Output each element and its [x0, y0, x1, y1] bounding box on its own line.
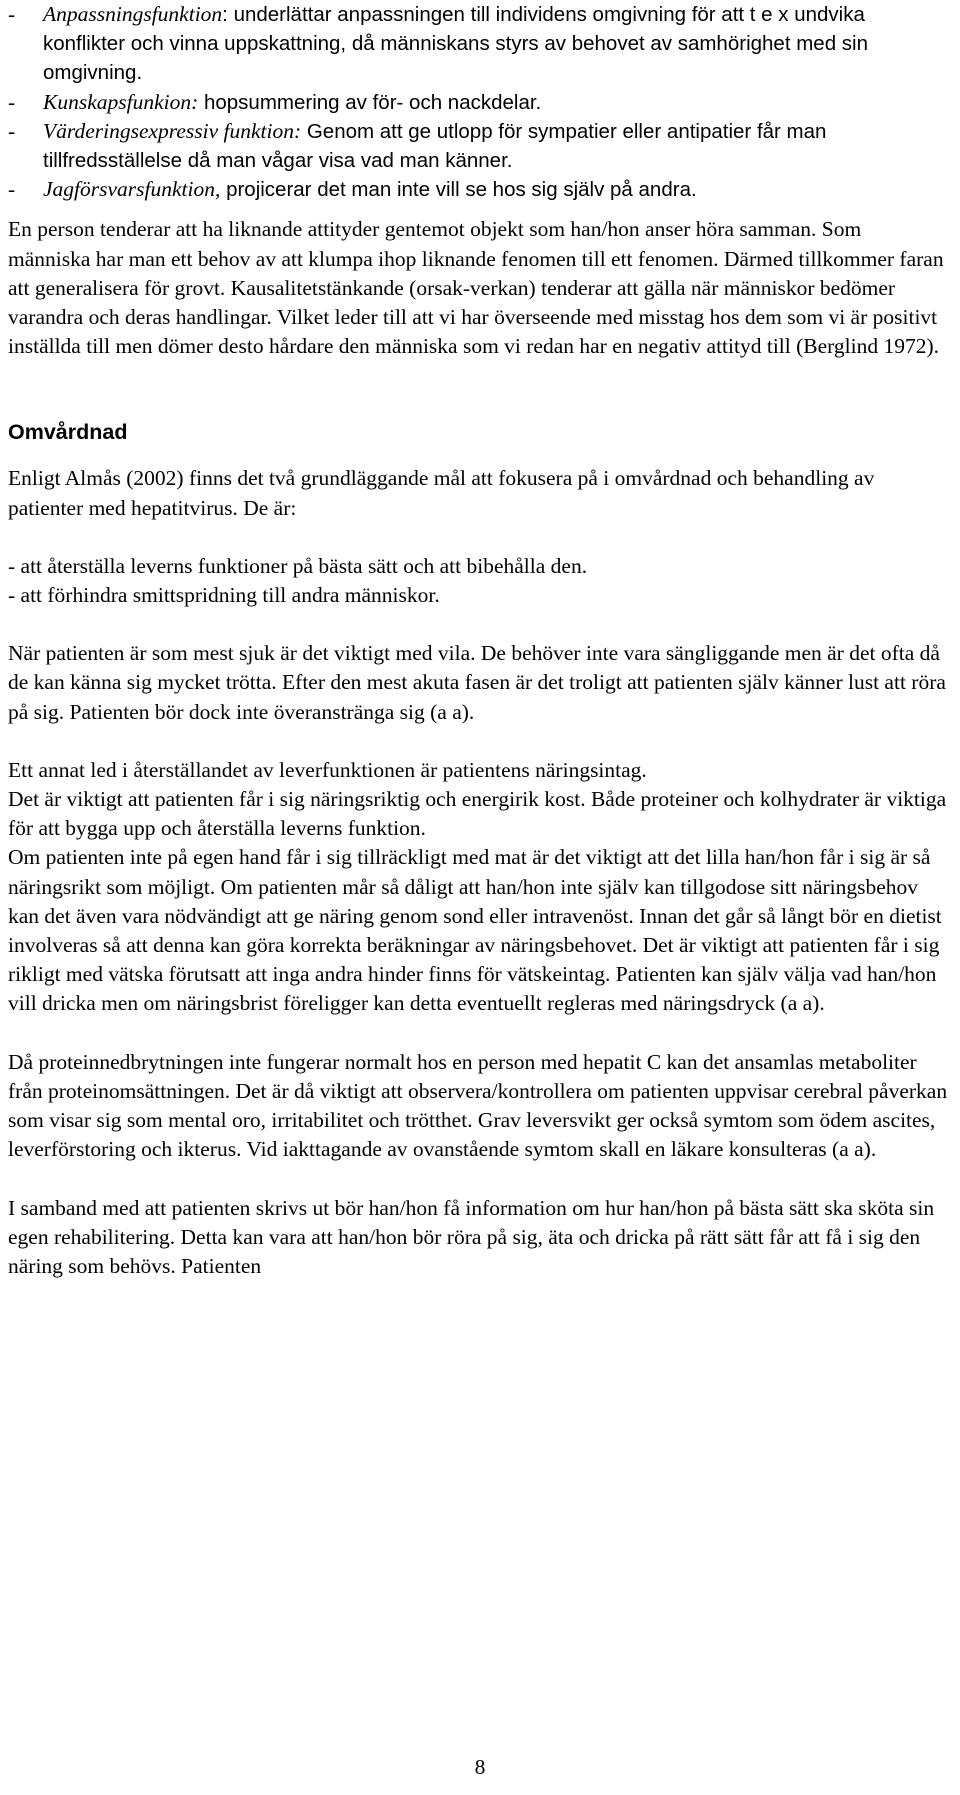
- paragraph-nutrition-line: Ett annat led i återställandet av leverfunktionen är patientens näringsintag.: [8, 757, 647, 782]
- paragraph-rest: När patienten är som mest sjuk är det viktigt med vila. De behöver inte vara sängliggande men är det ofta då de kan känna sig mycket trötta. Efter den mest akuta fasen är det troligt att patienten själv känner lust att röra på sig. Patienten bör dock inte överanstränga sig (a a).: [8, 641, 946, 724]
- goal-item: - att förhindra smittspridning till andra människor.: [8, 583, 440, 608]
- list-item-term: Kunskapsfunkion:: [43, 89, 199, 114]
- list-item-text: hopsummering av för- och nackdelar.: [198, 90, 542, 114]
- paragraph-attitudes: En person tenderar att ha liknande attityder gentemot objekt som han/hon anser höra samman. Som människa har man ett behov av att klumpa ihop liknande fenomen till ett fenomen. Därmed tillkommer faran att generalisera för grovt. Kausalitetstänkande (orsak-verkan) tenderar att gälla när människor bedömer varandra och deras handlingar. Vilket leder till att vi har överseende med misstag hos dem som vi är positivt inställda till men dömer desto hårdare den människa som vi redan har en negativ attityd till (Berglind 1972).: [8, 217, 944, 359]
- list-item-term: Värderingsexpressiv funktion:: [43, 118, 302, 143]
- list-item-text: Genom att ge utlopp för sympatier eller antipatier får man tillfredsställelse då man vågar visa vad man känner.: [43, 119, 827, 173]
- goal-item: - att återställa leverns funktioner på bästa sätt och att bibehålla den.: [8, 553, 588, 578]
- list-item: [8, 0, 948, 88]
- attitude-function-list: [8, 0, 948, 204]
- list-item-term: Anpassningsfunktion: [43, 2, 223, 26]
- list-item: [8, 175, 948, 204]
- list-dash: -: [8, 2, 16, 26]
- paragraph-goals: Enligt Almås (2002) finns det två grundläggande mål att fokusera på i omvårdnad och behandling av patienter med hepatitvirus. De är:: [8, 466, 875, 520]
- paragraph-protein: Då proteinnedbrytningen inte fungerar normalt hos en person med hepatit C kan det ansamlas metaboliter från proteinomsättningen. Det är då viktigt att observera/kontrollera om patienten uppvisar cerebral påverkan som visar sig som mental oro, irritabilitet och trötthet. Grav leversvikt ger också symtom som ödem ascites, leverförstoring och ikterus. Vid iakttagande av ovanstående symtom skall en läkare konsulteras (a a).: [8, 1049, 948, 1162]
- list-item-text: projicerar det man inte vill se hos sig själv på andra.: [220, 178, 697, 202]
- list-dash: -: [8, 177, 16, 202]
- page-number: 8: [474, 1755, 486, 1779]
- paragraph-nutrition-line: Om patienten inte på egen hand får i sig tillräckligt med mat är det viktigt att det lilla han/hon får i sig är så näringsrikt som möjligt. Om patienten mår så dåligt att han/hon inte själv kan tillgodose sitt näringsbehov kan det även vara nödvändigt att ge näring genom sond eller intravenöst. Innan det går så långt bör en dietist involveras så att denna kan göra korrekta beräkningar av näringsbehovet. Det är viktigt att patienten får i sig rikligt med vätska förutsatt att inga andra hinder finns för vätskeintag. Patienten kan själv välja vad han/hon vill dricka men om näringsbrist föreligger kan detta eventuellt regleras med näringsdryck (a a).: [8, 845, 942, 1016]
- list-dash: -: [8, 118, 16, 143]
- paragraph-discharge: I samband med att patienten skrivs ut bör han/hon få information om hur han/hon på bästa sätt ska sköta sin egen rehabilitering. Detta kan vara att han/hon bör röra på sig, äta och dricka på rätt sätt får att få i sig den näring som behövs. Patienten: [8, 1195, 935, 1278]
- paragraph-nutrition-line: Det är viktigt att patienten får i sig näringsriktig och energirik kost. Både proteiner och kolhydrater är viktiga för att bygga upp och återställa leverns funktion.: [8, 787, 947, 841]
- list-item-separator: :: [222, 3, 228, 26]
- list-item-text: underlättar anpassningen till individens omgivning för att t e x undvika konflikter och vinna uppskattning, då människans styrs av behovet av samhörighet med sin omgivning.: [43, 3, 868, 85]
- page-content: [8, 0, 948, 1281]
- list-item: [8, 117, 948, 175]
- list-item-term: Jagförsvarsfunktion,: [43, 177, 221, 202]
- list-dash: -: [8, 89, 16, 114]
- list-item: [8, 88, 948, 117]
- section-heading: Omvårdnad: [8, 420, 128, 445]
